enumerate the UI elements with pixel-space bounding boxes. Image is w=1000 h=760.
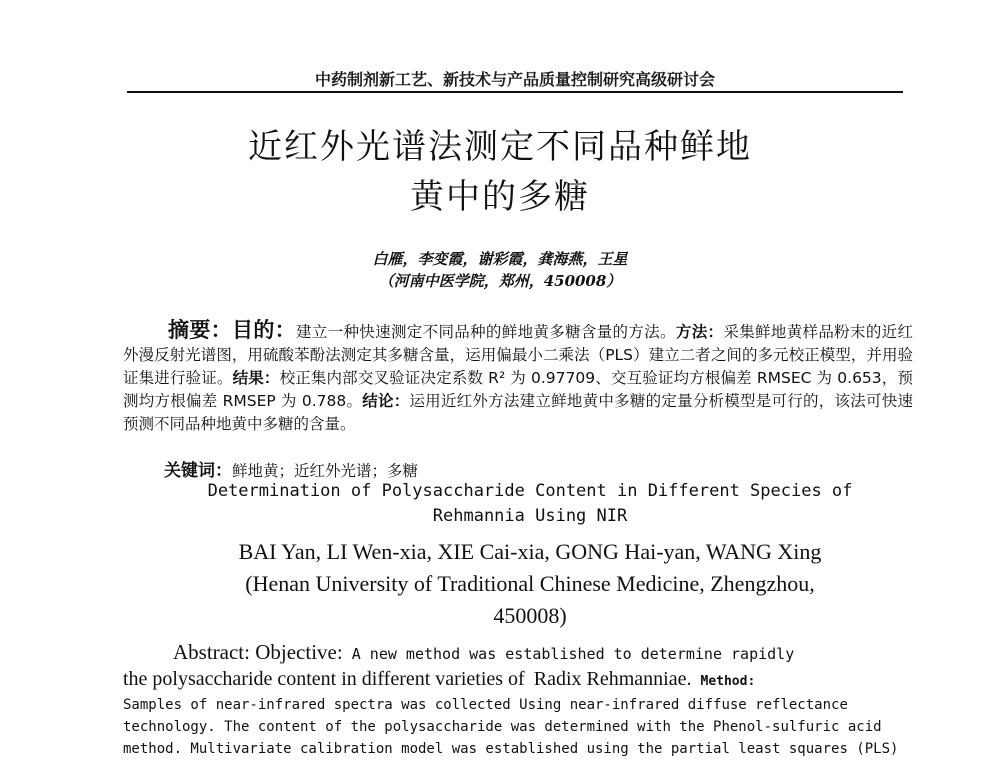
abstract-cn-lead: 摘要：目的：: [168, 318, 296, 342]
abstract-cn-conclusion-label: 结论：: [362, 392, 410, 410]
title-line-2: 黄中的多糖: [410, 177, 590, 217]
paper-title: [0, 122, 1000, 222]
keywords-label: 关键词：: [164, 461, 232, 481]
en-method-line-1: Samples of near-infrared spectra was collected Using near-infrared diffuse reflectance: [123, 697, 848, 713]
abstract-english: [123, 640, 913, 760]
header-rule: [127, 91, 903, 93]
abstract-cn-method: 采集鲜地黄样品粉末的近红外漫反射光谱图，用硫酸苯酚法测定其多糖含量，运用偏最小二乘法（PLS）建立二者之间的多元校正模型，并用验证集进行验证。: [123, 323, 913, 387]
abstract-cn-objective: 建立一种快速测定不同品种的鲜地黄多糖含量的方法。: [295, 323, 676, 341]
en-species: Radix Rehmanniae.: [533, 668, 692, 690]
en-abstract-line-1: [123, 640, 913, 667]
english-title-line-1: Determination of Polysaccharide Content in Different Species of: [207, 481, 853, 501]
english-affiliation-line-1: (Henan University of Traditional Chinese Medicine, Zhengzhou,: [245, 571, 815, 596]
english-title: [180, 479, 880, 529]
en-method-line-2: technology. The content of the polysaccharide was determined with the Phenol-sulfuric acid: [123, 719, 882, 735]
conference-header: 中药制剂新工艺、新技术与产品质量控制研究高级研讨会: [314, 70, 715, 89]
english-authors: BAI Yan, LI Wen-xia, XIE Cai-xia, GONG Hai-yan, WANG Xing: [238, 539, 822, 564]
en-abstract-lead: Abstract: Objective:: [173, 640, 343, 664]
en-method-line-3: method. Multivariate calibration model was established using the partial least squares (PLS): [123, 741, 899, 757]
en-objective-1: A new method was established to determine rapidly: [351, 645, 795, 663]
abstract-cn-method-label: 方法：: [675, 323, 724, 341]
abstract-chinese: [123, 319, 913, 436]
en-abstract-line-2: [123, 667, 913, 694]
author-block: [0, 248, 1000, 292]
author-affiliation: （河南中医学院，郑州，450008）: [378, 272, 622, 290]
english-title-line-2: Rehmannia Using NIR: [432, 506, 628, 526]
abstract-cn-result: 校正集内部交叉验证决定系数 R² 为 0.97709、交互验证均方根偏差 RMSEC 为 0.653，预测均方根偏差 RMSEP 为 0.788。: [123, 369, 913, 410]
author-names: 白雁，李变霞，谢彩霞，龚海燕，王星: [372, 250, 628, 268]
english-affiliation-line-2: 450008): [493, 603, 567, 628]
en-method-label: Method:: [700, 674, 756, 689]
abstract-cn-result-label: 结果：: [232, 369, 280, 387]
english-affiliation: [160, 568, 900, 632]
en-objective-2: the polysaccharide content in different varieties of: [123, 668, 525, 690]
abstract-cn-conclusion: 运用近红外方法建立鲜地黄中多糖的定量分析模型是可行的，该法可快速预测不同品种地黄中多糖的含量。: [123, 392, 913, 433]
keywords-cn: [164, 456, 418, 481]
keywords-text: 鲜地黄；近红外光谱；多糖: [232, 462, 419, 480]
title-line-1: 近红外光谱法测定不同品种鲜地: [248, 127, 752, 167]
